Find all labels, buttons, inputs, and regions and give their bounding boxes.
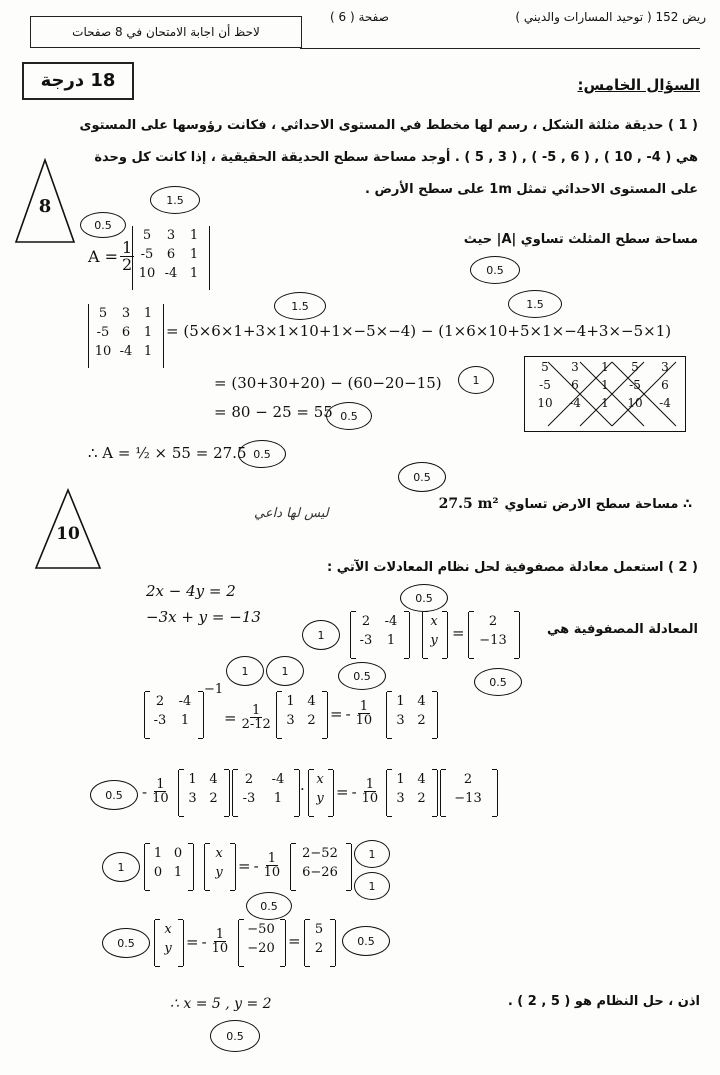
- adj-entry: 4: [417, 772, 426, 787]
- inv-entry: -4: [178, 694, 192, 709]
- handwritten-note: ليس لها داعي: [254, 506, 329, 521]
- det-matrix-expansion-entries: [92, 306, 158, 359]
- tenth-fraction-2: [150, 778, 171, 805]
- mark-step2: 1: [458, 366, 494, 394]
- rhs-vals-entries: [238, 922, 284, 956]
- adj-entry: 3: [396, 713, 405, 728]
- adj-entry: 4: [209, 772, 218, 787]
- rhs-val-entry: −50: [247, 922, 275, 937]
- var-vector-2-entries: [308, 772, 332, 806]
- tenth-fraction-1: [354, 700, 375, 727]
- mark-q2-eq: 1: [302, 620, 340, 650]
- sarrus-entry: 5: [541, 360, 549, 374]
- const-entry: −13: [454, 791, 482, 806]
- mark-exp-1: 1.5: [274, 292, 326, 320]
- tenth-num: 1: [365, 777, 375, 792]
- neg-tenth-1: = - $\frac{1}{10}$: [330, 699, 373, 728]
- sarrus-entry: 10: [627, 396, 643, 410]
- tenth-num: 1: [156, 777, 165, 792]
- solution-entry: 2: [314, 941, 324, 956]
- tenth-den: 10: [361, 791, 379, 806]
- sarrus-entry: -5: [539, 378, 551, 392]
- half-den: 2: [122, 255, 133, 274]
- var-vector-entries: [422, 614, 446, 648]
- coef-entry: -4: [271, 772, 285, 787]
- det-entry: 1: [143, 325, 153, 340]
- det-entry: 3: [121, 306, 131, 321]
- det-entry: 5: [142, 228, 152, 243]
- triangle-mark-q1-value: 8: [38, 196, 52, 217]
- const-entry: −13: [479, 633, 507, 648]
- inverse-superscript: −1: [204, 682, 224, 697]
- area-text: مساحة سطح المثلث تساوي |A| حيث: [463, 232, 698, 247]
- step3-line: = 80 − 25 = 55: [214, 403, 333, 421]
- coef-entry: -4: [384, 614, 398, 629]
- const-entry: 2: [488, 614, 498, 629]
- adj-entry: 1: [396, 772, 405, 787]
- var-vector-3-entries: [204, 846, 234, 880]
- rhs-val-entry: −20: [247, 941, 275, 956]
- sarrus-entry: 1: [601, 378, 609, 392]
- mark-mult: 0.5: [90, 780, 138, 810]
- inverse-fraction-num: 1: [252, 703, 261, 718]
- tenth-den: 10: [263, 865, 281, 880]
- coef-entry: -3: [242, 791, 256, 806]
- half-num: 1: [122, 238, 133, 257]
- adj-entry: 4: [417, 694, 426, 709]
- rhs-expr-entry: 6−26: [302, 865, 338, 880]
- adj-entry: 2: [417, 713, 426, 728]
- tenth-fraction-5: [210, 928, 231, 955]
- coef-matrix-entries: [354, 614, 404, 648]
- sarrus-entries: [530, 360, 680, 410]
- solution-vector-entries: [304, 922, 334, 956]
- coef-entry: 2: [244, 772, 254, 787]
- inverse-fraction: [240, 704, 273, 731]
- mark-inv-4: 0.5: [474, 668, 522, 696]
- final-area-value: 27.5 m²: [438, 496, 499, 512]
- inv-entry: -3: [153, 713, 167, 728]
- sarrus-entry: 6: [661, 378, 669, 392]
- mark-inv-2: 1: [266, 656, 304, 686]
- det-entry: -5: [140, 247, 154, 262]
- equals-sign-2: =: [288, 932, 301, 950]
- header-page: صفحة ( 6 ): [330, 10, 389, 24]
- var-entry: x: [164, 922, 172, 937]
- neg-tenth-2: [142, 778, 171, 805]
- coef-entry: 2: [361, 614, 371, 629]
- neg-sign: -: [351, 782, 357, 801]
- var-entry: y: [316, 791, 324, 806]
- mark-inv-3: 0.5: [338, 662, 386, 690]
- q1-line3: على المستوى الاحداثي تمثل 1m على سطح الأرض .: [364, 182, 698, 197]
- header-rule: [300, 48, 700, 49]
- sarrus-entry: 3: [571, 360, 579, 374]
- adj-matrix-3-entries: [182, 772, 224, 806]
- det-entry: 1: [143, 306, 153, 321]
- mark-exp-2: 1.5: [508, 290, 562, 318]
- header-course: ريض 152 ( توحيد المسارات والديني ): [515, 10, 706, 24]
- sarrus-entry: 1: [601, 396, 609, 410]
- neg-sign: -: [345, 704, 351, 723]
- adj-entry: 3: [188, 791, 197, 806]
- det-entry: -4: [119, 344, 133, 359]
- conclusion-text: اذن ، حل النظام هو ( 5 , 2 ) .: [507, 994, 700, 1009]
- header-notice: لاحظ أن اجابة الامتحان في 8 صفحات: [30, 16, 302, 48]
- det-entry: 1: [143, 344, 153, 359]
- tenth-num: 1: [359, 699, 369, 714]
- coef-entry: 1: [273, 791, 283, 806]
- triangle-mark-q2-value: 10: [56, 524, 80, 544]
- mark-det-top: 1.5: [150, 186, 200, 214]
- q1-line1: ( 1 ) حديقة مثلثة الشكل ، رسم لها مخطط في المستوى الاحداثي ، فكانت رؤوسها على المستوى: [79, 118, 698, 133]
- q1-line2: هي ( 4- , 10 ) , ( 6 , 5- ) , ( 3 , 5 ) . أوجد مساحة سطح الحديقة الحقيقية ، إذا كانت كل وحدة: [94, 150, 698, 165]
- q2-eq1: 2x − 4y = 2: [146, 582, 236, 600]
- adj-entry: 4: [307, 694, 316, 709]
- det-entry: -4: [164, 266, 178, 281]
- step2-line: = (30+30+20) − (60−20−15): [214, 374, 442, 392]
- expansion-line: = (5×6×1+3×1×10+1×−5×−4) − (1×6×10+5×1×−4+3×−5×1): [166, 322, 672, 340]
- coef-entry: -3: [359, 633, 373, 648]
- det-entry: 10: [138, 266, 156, 281]
- tenth-den: 10: [355, 713, 373, 728]
- mark-inv-1: 1: [226, 656, 264, 686]
- identity-entry: 1: [153, 846, 163, 861]
- det-entry: 1: [189, 266, 199, 281]
- mark-ident-b: 0.5: [246, 892, 292, 920]
- neg-tenth-4: = - $\frac{1}{10}$: [238, 851, 281, 880]
- sarrus-entry: 3: [661, 360, 669, 374]
- solution-entry: 5: [314, 922, 324, 937]
- neg-tenth-5: = - $\frac{1}{10}$: [186, 927, 229, 956]
- coef-matrix-2-entries: [236, 772, 294, 806]
- inverse-fraction-den: 2-12: [241, 717, 271, 732]
- identity-matrix-entries: [148, 846, 188, 880]
- det-entry: 3: [166, 228, 176, 243]
- det-entry: 1: [189, 228, 199, 243]
- tenth-fraction-4: [262, 852, 283, 879]
- var-vector-4-entries: [154, 922, 182, 956]
- score-box: 18 درجة: [22, 62, 134, 100]
- tenth-num: 1: [267, 851, 277, 866]
- identity-entry: 1: [173, 865, 183, 880]
- mark-sol-l: 0.5: [102, 928, 150, 958]
- det-entry: 5: [98, 306, 108, 321]
- det-matrix-A-entries: [136, 228, 204, 281]
- inv-entry: 1: [180, 713, 190, 728]
- neg-sign: -: [201, 932, 207, 951]
- mark-ident-r2: 1: [354, 872, 390, 900]
- adj-entry: 3: [286, 713, 295, 728]
- adj-entry: 1: [286, 694, 295, 709]
- var-entry: x: [430, 614, 438, 629]
- conclusion-math: ∴ x = 5 , y = 2: [170, 996, 272, 1012]
- var-entry: x: [215, 846, 223, 861]
- sarrus-entry: 1: [601, 360, 609, 374]
- mark-final: 0.5: [398, 462, 446, 492]
- mark-A-left: 0.5: [80, 212, 126, 238]
- rhs-expr-entries: [290, 846, 350, 880]
- equals-sign: =: [452, 624, 465, 642]
- det-entry: 10: [94, 344, 112, 359]
- adj-matrix-4-entries: [390, 772, 432, 806]
- adj-entry: 1: [188, 772, 197, 787]
- final-area-label: ∴ مساحة سطح الارض تساوي: [504, 497, 692, 512]
- sarrus-entry: -4: [569, 396, 581, 410]
- tenth-num: 1: [215, 927, 225, 942]
- neg-sign: -: [142, 782, 148, 801]
- det-entry: 6: [121, 325, 131, 340]
- matrix-eq-label: المعادلة المصفوفية هي: [547, 622, 698, 637]
- sarrus-entry: 5: [631, 360, 639, 374]
- mark-A-right: 0.5: [470, 256, 520, 284]
- adj-entry: 2: [417, 791, 426, 806]
- q2-title: ( 2 ) استعمل معادلة مصفوفية لحل نظام المعادلات الآتي :: [326, 560, 698, 575]
- var-entry: y: [430, 633, 438, 648]
- adj-entry: 2: [307, 713, 316, 728]
- const-vector-2-entries: [440, 772, 496, 806]
- const-entry: 2: [463, 772, 473, 787]
- final-area-text: [439, 496, 692, 512]
- const-vector-entries: [468, 614, 518, 648]
- tenth-den: 10: [152, 791, 169, 806]
- inverse-matrix-entries: [148, 694, 198, 728]
- adj-entry: 2: [209, 791, 218, 806]
- det-entry: -5: [96, 325, 110, 340]
- adj-matrix-1-entries: [280, 694, 322, 728]
- var-entry: y: [164, 941, 172, 956]
- area-result: ∴ A = ½ × 55 = 27.5: [88, 444, 247, 462]
- rhs-expr-entry: 2−52: [302, 846, 338, 861]
- neg-sign: -: [253, 856, 259, 875]
- coef-entry: 1: [386, 633, 396, 648]
- adj-entry: 3: [396, 791, 405, 806]
- adj-entry: 1: [396, 694, 405, 709]
- inverse-equals: = $\frac{1}{2-12}$: [224, 703, 271, 732]
- identity-entry: 0: [173, 846, 183, 861]
- mark-ident-l: 1: [102, 852, 140, 882]
- var-entry: y: [215, 865, 223, 880]
- section-title: السؤال الخامس:: [577, 76, 700, 94]
- adj-matrix-2-entries: [390, 694, 432, 728]
- tenth-den: 10: [211, 941, 229, 956]
- mark-result: 0.5: [238, 440, 286, 468]
- mark-last: 0.5: [210, 1020, 260, 1052]
- mark-ident-r1: 1: [354, 840, 390, 868]
- mark-q2-top: 0.5: [400, 584, 448, 612]
- var-entry: x: [316, 772, 324, 787]
- mark-sol-r: 0.5: [342, 926, 390, 956]
- sarrus-entry: -5: [629, 378, 641, 392]
- sarrus-entry: -4: [659, 396, 671, 410]
- mark-step3: 0.5: [326, 402, 372, 430]
- inv-entry: 2: [155, 694, 165, 709]
- dot-op: ·: [300, 780, 305, 798]
- sarrus-entry: 10: [537, 396, 553, 410]
- A-equation-label: [88, 240, 134, 273]
- det-entry: 6: [166, 247, 176, 262]
- identity-entry: 0: [153, 865, 163, 880]
- q2-eq2: −3x + y = −13: [146, 608, 261, 626]
- tenth-fraction-3: [360, 778, 381, 805]
- det-entry: 1: [189, 247, 199, 262]
- neg-tenth-3: = - $\frac{1}{10}$: [336, 777, 379, 806]
- A-prefix: A =: [88, 247, 119, 266]
- sarrus-entry: 6: [571, 378, 579, 392]
